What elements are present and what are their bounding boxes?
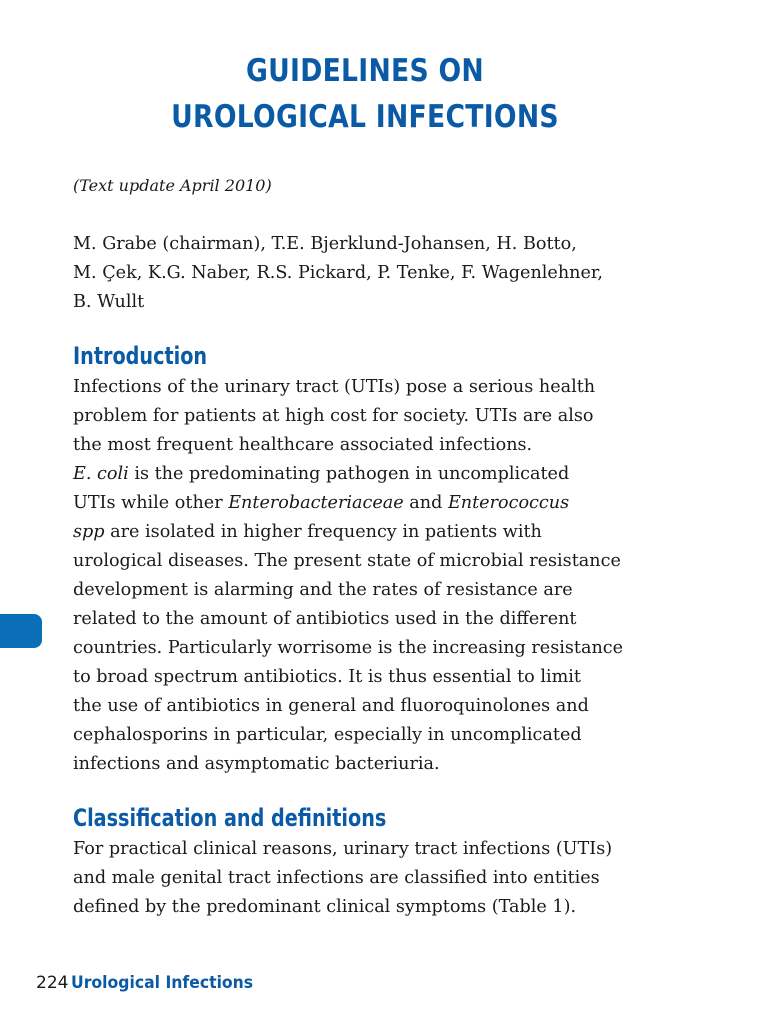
classification-line: and male genital tract infections are classified into entities (73, 868, 600, 888)
page-number: 224 (36, 973, 69, 993)
intro-line: the use of antibiotics in general and fluoroquinolones and (73, 696, 589, 716)
intro-line: infections and asymptomatic bacteriuria. (73, 754, 440, 774)
classification-heading: Classification and definitions (73, 804, 387, 832)
intro-line: cephalosporins in particular, especially in uncomplicated (73, 725, 582, 745)
intro-text-fragment: are isolated in higher frequency in patients with (104, 522, 542, 542)
intro-line: urological diseases. The present state of microbial resistance (73, 551, 621, 571)
intro-line: related to the amount of antibiotics used in the different (73, 609, 577, 629)
enterococcus-term: Enterococcus (447, 493, 570, 513)
introduction-paragraph (73, 373, 723, 779)
classification-paragraph (73, 835, 723, 922)
classification-line: defined by the predominant clinical symptoms (Table 1). (73, 897, 577, 917)
intro-line: Infections of the urinary tract (UTIs) pose a serious health (73, 377, 596, 397)
footer-section-title: Urological Infections (71, 973, 254, 993)
intro-text-fragment: UTIs while other (73, 493, 229, 513)
introduction-heading: Introduction (73, 342, 208, 370)
page-footer (36, 970, 269, 996)
update-note: (Text update April 2010) (73, 176, 272, 195)
intro-line (73, 460, 723, 489)
e-coli-term: E. coli (73, 464, 129, 484)
spp-term: spp (73, 522, 105, 542)
authors-line-1: M. Grabe (chairman), T.E. Bjerklund-Johansen, H. Botto, (73, 234, 577, 254)
intro-line (73, 489, 723, 518)
authors-line-3: B. Wullt (73, 292, 145, 312)
classification-line: For practical clinical reasons, urinary tract infections (UTIs) (73, 839, 613, 859)
enterobacteriaceae-term: Enterobacteriaceae (228, 493, 404, 513)
intro-line: countries. Particularly worrisome is the increasing resistance (73, 638, 624, 658)
intro-line: development is alarming and the rates of resistance are (73, 580, 573, 600)
intro-line: problem for patients at high cost for society. UTIs are also (73, 406, 594, 426)
intro-text-fragment: and (403, 493, 448, 513)
intro-line (73, 518, 723, 547)
intro-text-fragment: is the predominating pathogen in uncomplicated (128, 464, 570, 484)
authors-list (73, 230, 713, 317)
document-title-line-2: UROLOGICAL INFECTIONS (171, 99, 559, 135)
authors-line-2: M. Çek, K.G. Naber, R.S. Pickard, P. Tenke, F. Wagenlehner, (73, 263, 603, 283)
intro-line: the most frequent healthcare associated infections. (73, 435, 533, 455)
document-title-line-1: GUIDELINES ON (245, 53, 485, 89)
section-thumb-tab (0, 614, 42, 648)
intro-line: to broad spectrum antibiotics. It is thus essential to limit (73, 667, 581, 687)
document-title (51, 48, 679, 140)
